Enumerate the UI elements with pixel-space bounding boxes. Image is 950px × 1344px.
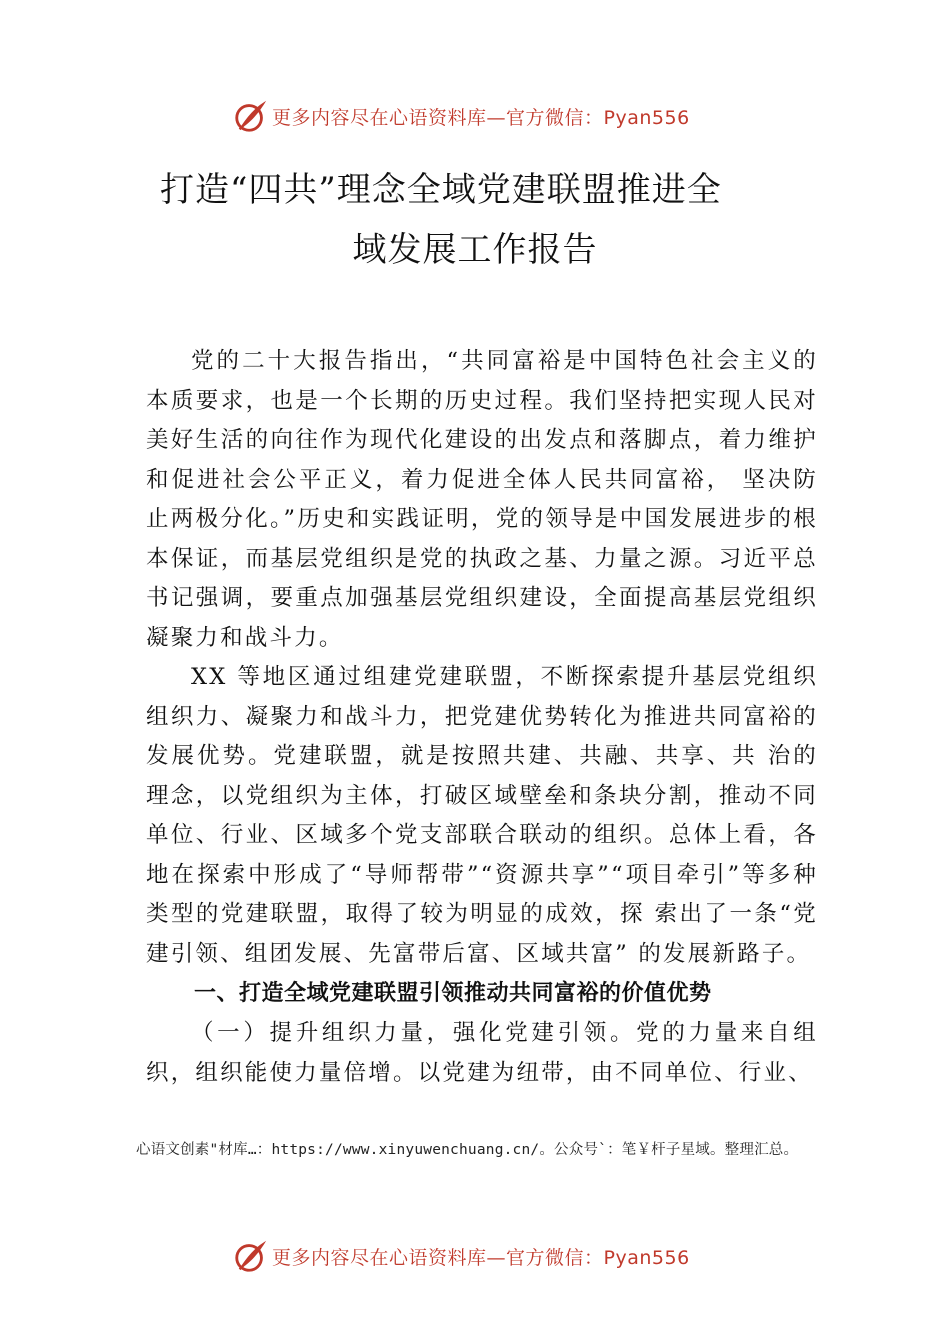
source-note: 心语文创素"材库…：https://www.xinyuwenchuang.cn/。公众号`：笔￥杆子星域。整理汇总。 (136, 1142, 799, 1158)
section-heading-1: 一、打造全域党建联盟引领推动共同富裕的价值优势 (194, 981, 712, 1006)
banner-wechat-id: Pyan556 (603, 106, 690, 129)
header-banner (232, 96, 732, 136)
paragraph-1: 党的二十大报告指出，“共同富裕是中国特色社会主义的本质要求，也是一个长期的历史过程。我们坚持把实现人民对美好生活的向往作为现代化建设的出发点和落脚点，着力维护和促进社会公平正义，着力促进全体人民共同富裕， 坚决防止两极分化。”历史和实践证明，党的领导是中国发展进步的根本保证，而基层党组织是党的执政之基、力量之源。习近平总书记强调，要重点加强基层党组织建设，全面提高基层党组织凝聚力和战斗力。 (146, 348, 818, 651)
quill-logo-icon (232, 97, 270, 135)
title-line-1: 打造“四共”理念全域党建联盟推进全 (160, 170, 722, 210)
banner-wechat-id: Pyan556 (603, 1246, 690, 1269)
quill-logo-icon (232, 1237, 270, 1275)
paragraph-3: （一）提升组织力量，强化党建引领。党的力量来自组织，组织能使力量倍增。以党建为纽带，由不同单位、行业、 (146, 1020, 818, 1086)
title-line-2: 域发展工作报告 (352, 230, 598, 270)
document-title (130, 160, 820, 280)
banner-text: 更多内容尽在心语资料库—官方微信：Pyan556 (272, 106, 690, 129)
footer-banner (232, 1236, 732, 1276)
document-body (146, 342, 818, 1093)
paragraph-2: XX 等地区通过组建党建联盟，不断探索提升基层党组织组织力、凝聚力和战斗力，把党建优势转化为推进共同富裕的发展优势。党建联盟，就是按照共建、共融、共享、共 治的理念，以党组织为主体，打破区域壁垒和条块分割，推动不同单位、行业、区域多个党支部联合联动的组织。总体上看，各地在探索中形成了“导师帮带”“资源共享”“项目牵引”等多种类型的党建联盟，取得了较为明显的成效，探 索出了一条“党建引领、组团发展、先富带后富、区域共富” 的发展新路子。 (146, 664, 818, 967)
banner-text: 更多内容尽在心语资料库—官方微信：Pyan556 (272, 1246, 690, 1269)
